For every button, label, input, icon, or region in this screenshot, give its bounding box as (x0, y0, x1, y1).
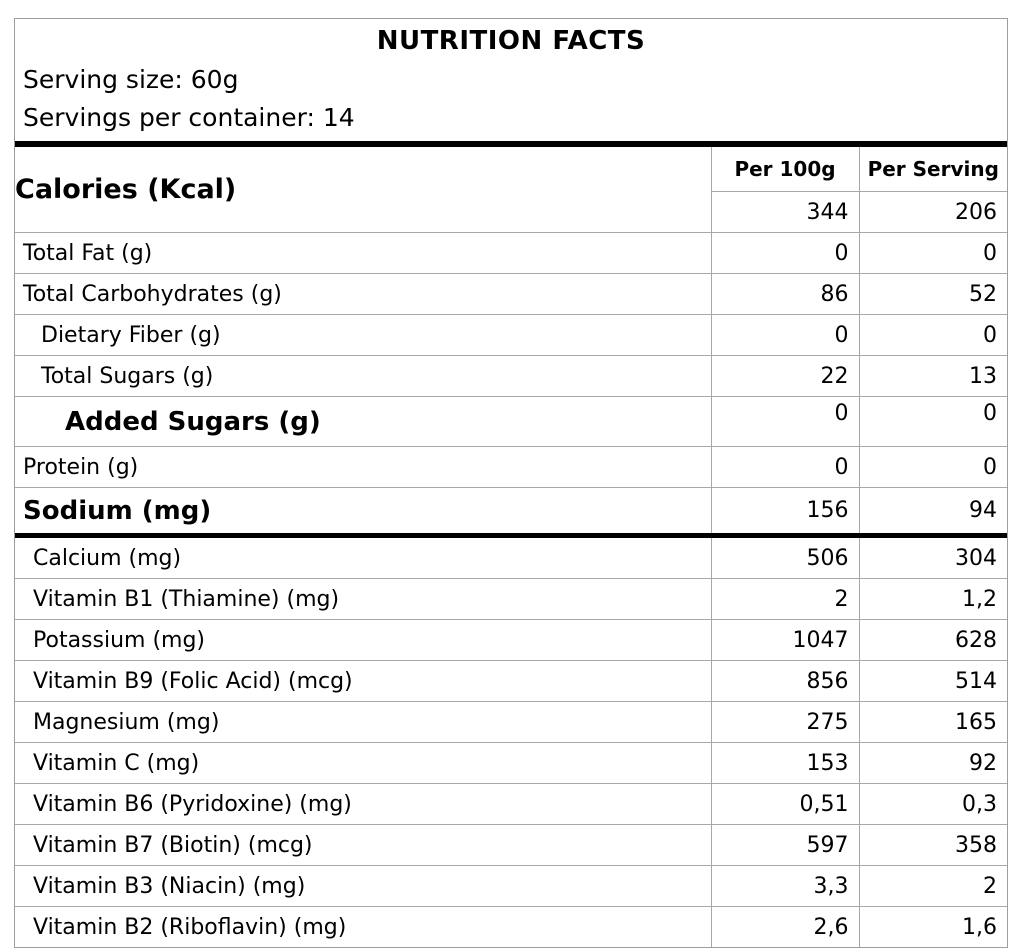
row-value-per-100g: 0,51 (711, 784, 859, 825)
row-value-per-serving: 0 (859, 315, 1007, 356)
row-value-per-serving: 2 (859, 866, 1007, 907)
calories-per-100g: 344 (711, 192, 859, 233)
row-value-per-100g: 22 (711, 356, 859, 397)
serving-size-text: Serving size: 60g (23, 65, 239, 94)
row-label: Calcium (mg) (15, 536, 711, 579)
row-label: Total Carbohydrates (g) (15, 274, 711, 315)
row-value-per-100g: 156 (711, 488, 859, 536)
row-label: Vitamin B6 (Pyridoxine) (mg) (15, 784, 711, 825)
table-row (15, 620, 1007, 661)
row-value-per-serving: 0 (859, 447, 1007, 488)
row-label: Dietary Fiber (g) (15, 315, 711, 356)
table-row (15, 825, 1007, 866)
row-label: Vitamin B2 (Riboflavin) (mg) (15, 907, 711, 948)
table-row (15, 743, 1007, 784)
row-label: Vitamin B3 (Niacin) (mg) (15, 866, 711, 907)
table-row (15, 579, 1007, 620)
label-header (15, 19, 1007, 147)
table-header-row (15, 147, 1007, 192)
row-value-per-100g: 275 (711, 702, 859, 743)
row-value-per-100g: 2,6 (711, 907, 859, 948)
nutrition-table (15, 147, 1007, 947)
page-title: NUTRITION FACTS (376, 26, 646, 56)
table-row (15, 907, 1007, 948)
table-row (15, 397, 1007, 447)
table-row (15, 661, 1007, 702)
row-value-per-serving: 13 (859, 356, 1007, 397)
row-value-per-serving: 1,6 (962, 914, 997, 940)
table-row (15, 233, 1007, 274)
row-value-per-serving: 628 (859, 620, 1007, 661)
column-header-per-serving: Per Serving (859, 147, 1007, 192)
row-value-per-100g: 506 (711, 536, 859, 579)
servings-per-container-text: Servings per container: 14 (23, 103, 355, 132)
row-value-per-100g: 0 (711, 233, 859, 274)
row-value-per-serving: 304 (859, 536, 1007, 579)
table-row (15, 866, 1007, 907)
row-label: Vitamin B1 (Thiamine) (mg) (15, 579, 711, 620)
row-value-per-100g: 1047 (711, 620, 859, 661)
table-row (15, 784, 1007, 825)
row-label: Protein (g) (15, 447, 711, 488)
row-label: Vitamin B9 (Folic Acid) (mcg) (15, 661, 711, 702)
table-row (15, 702, 1007, 743)
column-header-per-100g: Per 100g (711, 147, 859, 192)
row-value-per-100g: 153 (711, 743, 859, 784)
row-value-per-serving: 165 (859, 702, 1007, 743)
row-value-per-100g: 597 (711, 825, 859, 866)
row-label: Sodium (mg) (15, 488, 711, 536)
row-value-per-serving: 514 (859, 661, 1007, 702)
row-label: Added Sugars (g) (15, 397, 711, 447)
calories-label: Calories (Kcal) (15, 147, 711, 233)
row-label: Magnesium (mg) (15, 702, 711, 743)
table-row (15, 356, 1007, 397)
row-label: Total Fat (g) (15, 233, 711, 274)
row-label: Total Sugars (g) (15, 356, 711, 397)
row-value-per-serving: 52 (859, 274, 1007, 315)
row-label: Vitamin C (mg) (15, 743, 711, 784)
row-value-per-serving: 0,3 (859, 784, 1007, 825)
row-value-per-100g: 3,3 (711, 866, 859, 907)
row-value-per-100g: 0 (711, 397, 859, 447)
row-value-per-100g: 856 (711, 661, 859, 702)
table-row (15, 488, 1007, 536)
nutrition-facts-label (14, 18, 1008, 948)
row-value-per-100g: 0 (711, 315, 859, 356)
row-label: Vitamin B7 (Biotin) (mcg) (15, 825, 711, 866)
row-value-per-serving: 1,2 (859, 579, 1007, 620)
row-value-per-100g: 0 (711, 447, 859, 488)
row-value-per-100g: 2 (711, 579, 859, 620)
row-value-per-serving: 358 (859, 825, 1007, 866)
table-row (15, 315, 1007, 356)
row-value-per-serving: 94 (859, 488, 1007, 536)
row-label: Potassium (mg) (15, 620, 711, 661)
row-value-per-100g: 86 (711, 274, 859, 315)
table-row (15, 536, 1007, 579)
table-row (15, 274, 1007, 315)
row-value-per-serving: 92 (859, 743, 1007, 784)
calories-per-serving: 206 (859, 192, 1007, 233)
table-row (15, 447, 1007, 488)
row-value-per-serving: 0 (859, 397, 1007, 447)
row-value-per-serving: 0 (859, 233, 1007, 274)
